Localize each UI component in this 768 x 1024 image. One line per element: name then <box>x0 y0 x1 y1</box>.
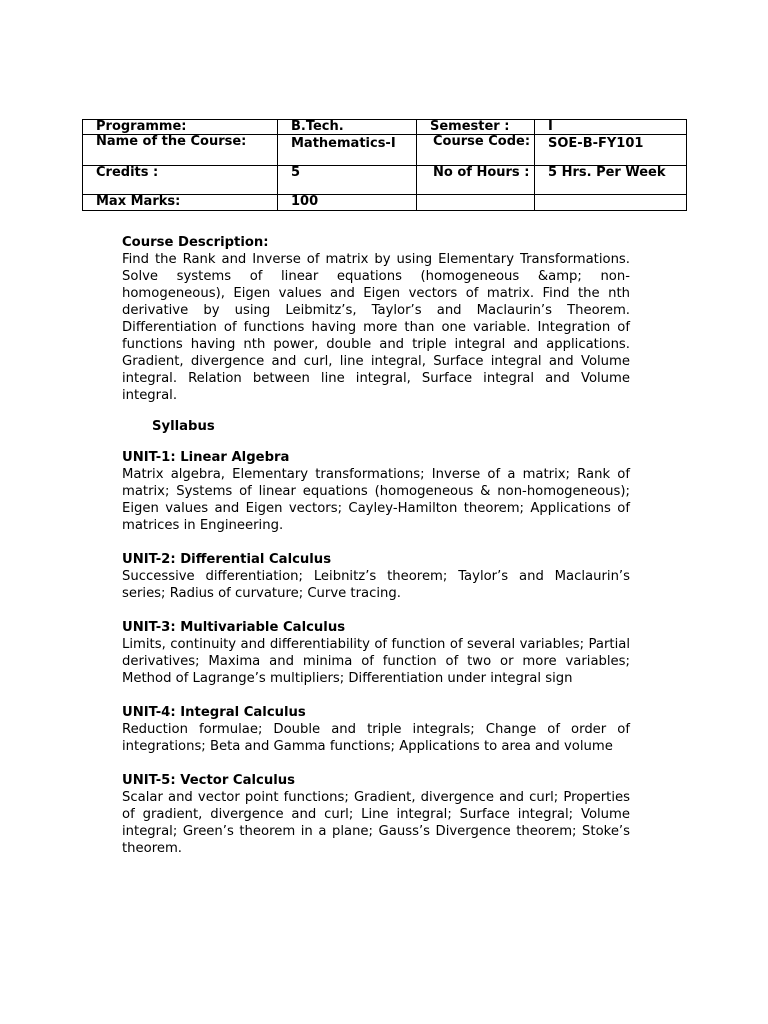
empty-cell <box>417 195 535 211</box>
table-row <box>83 195 687 211</box>
unit-text: Reduction formulae; Double and triple integrals; Change of order of integrations; Beta and Gamma functions; Applications to area and volume <box>122 722 630 754</box>
course-code-value: SOE-B-FY101 <box>535 135 687 166</box>
course-name-label: Name of the Course: <box>83 135 278 166</box>
course-info-table <box>82 119 687 211</box>
unit-title: UNIT-5: Vector Calculus <box>122 773 295 788</box>
course-description-text: Find the Rank and Inverse of matrix by using Elementary Transformations. Solve systems of linear equations (homogeneous &amp; non-homogeneous), Eigen values and Eigen vectors of matrix. Find the nth derivative by using Leibmitz’s, Taylor’s and Maclaurin’s Theorem. Differentiation of functions having more than one variable. Integration of functions having nth power, double and triple integral and applications. Gradient, divergence and curl, line integral, Surface integral and Volume integral. Relation between line integral, Surface integral and Volume integral. <box>122 252 630 403</box>
document-body <box>122 234 630 857</box>
credits-value: 5 <box>278 166 417 195</box>
table-row <box>83 166 687 195</box>
unit-section <box>122 449 630 534</box>
unit-text: Successive differentiation; Leibnitz’s theorem; Taylor’s and Maclaurin’s series; Radius of curvature; Curve tracing. <box>122 569 630 601</box>
max-marks-label: Max Marks: <box>83 195 278 211</box>
unit-text: Matrix algebra, Elementary transformations; Inverse of a matrix; Rank of matrix; Systems of linear equations (homogeneous & non-homogeneous); Eigen values and Eigen vectors; Cayley-Hamilton theorem; Applications of matrices in Engineering. <box>122 467 630 533</box>
syllabus-heading: Syllabus <box>152 419 215 434</box>
unit-section <box>122 619 630 687</box>
unit-text: Scalar and vector point functions; Gradient, divergence and curl; Properties of gradient, divergence and curl; Line integral; Surface integral; Volume integral; Green’s theorem in a plane; Gauss’s Divergence theorem; Stoke’s theorem. <box>122 790 630 856</box>
unit-title: UNIT-3: Multivariable Calculus <box>122 620 346 635</box>
hours-label: No of Hours : <box>417 166 535 195</box>
unit-text: Limits, continuity and differentiability of function of several variables; Partial derivatives; Maxima and minima of function of two or more variables; Method of Lagrange’s multipliers; Differentiation under integral sign <box>122 637 630 686</box>
unit-title: UNIT-4: Integral Calculus <box>122 705 306 720</box>
programme-value: B.Tech. <box>278 120 417 135</box>
unit-section <box>122 704 630 755</box>
unit-section <box>122 551 630 602</box>
programme-label: Programme: <box>83 120 278 135</box>
unit-section <box>122 772 630 857</box>
unit-title: UNIT-1: Linear Algebra <box>122 450 290 465</box>
hours-value: 5 Hrs. Per Week <box>535 166 687 195</box>
table-row <box>83 135 687 166</box>
empty-cell <box>535 195 687 211</box>
course-name-value: Mathematics-I <box>278 135 417 166</box>
credits-label: Credits : <box>83 166 278 195</box>
semester-value: I <box>535 120 687 135</box>
course-code-label: Course Code: <box>417 135 535 166</box>
unit-title: UNIT-2: Differential Calculus <box>122 552 332 567</box>
table-row <box>83 120 687 135</box>
semester-label: Semester : <box>417 120 535 135</box>
course-description-heading: Course Description: <box>122 235 269 250</box>
max-marks-value: 100 <box>278 195 417 211</box>
